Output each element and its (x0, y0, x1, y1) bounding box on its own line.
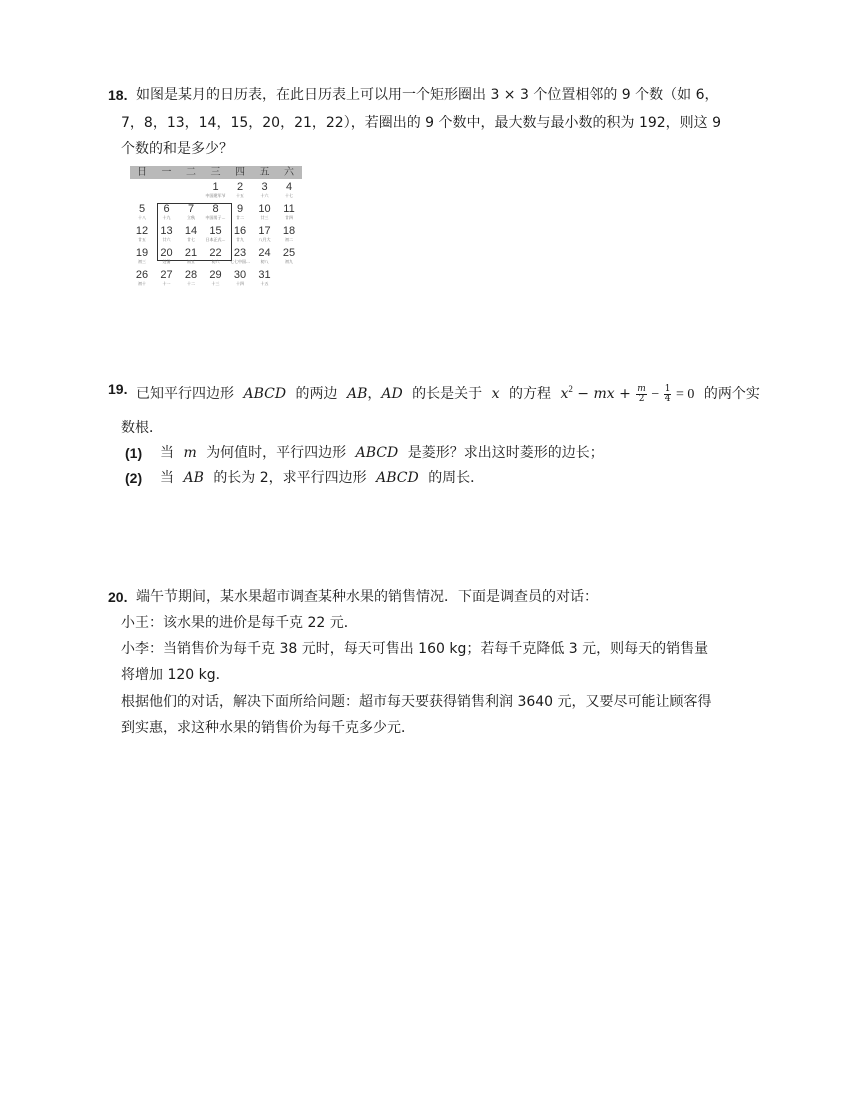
question-text-line-2: 数根． (121, 420, 163, 436)
question-text-line-3: 小李：当销售价为每千克 38 元时，每天可售出 160 kg；若每千克降低 3 元，则每天的销售量 (121, 641, 709, 657)
eq-term: − mx + (572, 386, 636, 402)
calendar-day-number: 9 (236, 203, 244, 215)
question-text-line-6: 到实惠，求这种水果的销售价为每千克多少元． (121, 720, 415, 736)
calendar-lunar-label: 廿九 (236, 237, 244, 242)
calendar-day (155, 248, 179, 265)
calendar-lunar-label: 十二 (187, 281, 195, 286)
text: 为何值时，平行四边形 (206, 445, 347, 461)
calendar-day (228, 226, 252, 243)
question-text-line-2: 小王：该水果的进价是每千克 22 元． (121, 615, 358, 631)
calendar-lunar-label: 廿二 (236, 215, 244, 220)
text: 的长为 2，求平行四边形 (213, 470, 367, 486)
calendar-day (277, 204, 301, 221)
calendar-day (179, 204, 203, 221)
calendar-day-number: 28 (184, 269, 198, 281)
math-abcd: ABCD (355, 445, 399, 461)
calendar-lunar-label: 廿五 (138, 237, 146, 242)
calendar-day-number: 2 (236, 181, 244, 193)
frac-denominator: 2 (638, 393, 645, 404)
calendar-day-number: 22 (209, 247, 222, 259)
calendar-lunar-label: 初六 (211, 259, 220, 264)
calendar-day-number: 7 (187, 203, 195, 215)
calendar-lunar-label: 十一 (162, 281, 171, 286)
calendar-lunar-label: 十三 (211, 281, 220, 286)
calendar-day-number: 6 (163, 203, 170, 215)
calendar-day (204, 248, 228, 265)
calendar-lunar-label: 处暑 (162, 259, 171, 264)
calendar-day-number: 24 (258, 247, 271, 259)
question-number: 18. (108, 87, 128, 103)
calendar-day-number: 8 (212, 203, 219, 215)
calendar-day (204, 204, 228, 221)
calendar-weekday-header: 日 (137, 167, 147, 178)
question-text-line-1: 如图是某月的日历表，在此日历表上可以用一个矩形圈出 3 × 3 个位置相邻的 9 个数（如 6， (136, 87, 719, 103)
part-1-text (160, 444, 604, 462)
calendar-lunar-label: 中国建军节 (205, 193, 226, 198)
calendar-day-number: 31 (258, 269, 271, 281)
calendar-lunar-label: 十七 (285, 193, 293, 198)
eq-var: x (560, 386, 569, 402)
calendar-day-number: 10 (258, 203, 271, 215)
eq-equals: = 0 (672, 387, 695, 402)
calendar-day (179, 248, 203, 265)
calendar-day-number: 13 (160, 225, 173, 237)
calendar-day (253, 204, 277, 221)
calendar-day-number: 30 (233, 269, 247, 281)
calendar-weekday-header: 五 (259, 167, 270, 178)
question-text-line-5: 根据他们的对话，解决下面所给问题：超市每天要获得销售利润 3640 元，又要尽可能让顾客得 (121, 694, 712, 710)
eq-minus: − (647, 387, 663, 402)
calendar-day-number: 27 (160, 269, 173, 281)
text: ， (367, 386, 382, 402)
calendar-day-number: 12 (135, 225, 149, 237)
calendar-day (130, 270, 154, 287)
calendar-day-number: 17 (258, 225, 271, 237)
text: 的方程 (508, 386, 551, 402)
calendar-lunar-label: 七七中国… (230, 259, 250, 264)
calendar-day (277, 182, 301, 199)
question-text-line-1: 端午节期间，某水果超市调查某种水果的销售情况．下面是调查员的对话： (136, 589, 598, 605)
math-ab: AB (183, 470, 204, 486)
calendar-day-number: 23 (233, 247, 247, 259)
calendar-header (130, 166, 302, 179)
calendar-day-number: 14 (184, 225, 198, 237)
calendar-lunar-label: 初八 (260, 259, 269, 264)
calendar-weekday-header: 四 (235, 167, 245, 178)
calendar-lunar-label: 初三 (138, 259, 146, 264)
calendar-lunar-label: 初五 (187, 259, 195, 264)
calendar-lunar-label: 十八 (138, 215, 146, 220)
part-2-number: (2) (125, 470, 143, 486)
text: 当 (160, 445, 174, 461)
calendar-day (253, 248, 277, 265)
question-number: 20. (108, 589, 128, 605)
calendar-day (204, 182, 228, 199)
calendar-lunar-label: 十九 (162, 215, 171, 220)
calendar-lunar-label: 廿四 (285, 215, 293, 220)
calendar-day-number: 25 (282, 247, 296, 259)
question-text-line-3: 个数的和是多少？ (121, 141, 233, 157)
calendar-lunar-label: 八月大 (258, 237, 271, 242)
calendar-day (155, 270, 179, 287)
calendar-day (155, 204, 179, 221)
calendar-day (155, 226, 179, 243)
frac-numerator: 1 (664, 383, 671, 394)
math-abcd: ABCD (243, 386, 287, 402)
calendar-day-number: 20 (160, 247, 173, 259)
math-x: x (491, 386, 500, 402)
calendar-day (204, 270, 228, 287)
calendar-day (130, 204, 154, 221)
question-text-line-2: 7，8，13，14，15，20，21，22），若圈出的 9 个数中，最大数与最小数的积为 192，则这 9 (121, 115, 722, 131)
eq-exponent: 2 (568, 384, 573, 394)
text: 当 (160, 470, 174, 486)
math-abcd: ABCD (376, 470, 419, 486)
calendar-lunar-label: 十四 (236, 281, 244, 286)
calendar-day-number: 19 (135, 247, 149, 259)
calendar-figure (130, 166, 302, 292)
calendar-day-number: 26 (135, 269, 149, 281)
calendar-day (253, 270, 277, 287)
text: 是菱形？求出这时菱形的边长； (407, 445, 604, 461)
equation (560, 383, 695, 404)
calendar-weekday-header: 一 (161, 167, 172, 178)
calendar-day (253, 182, 277, 199)
calendar-day (179, 226, 203, 243)
math-ad: AD (381, 386, 403, 402)
question-number: 19. (108, 381, 128, 397)
fraction-1-over-4 (664, 385, 672, 404)
calendar-weekday-header: 三 (210, 167, 221, 178)
calendar-day-number: 18 (282, 225, 296, 237)
calendar-day-number: 5 (138, 203, 146, 215)
calendar-day (228, 204, 252, 221)
text: 的长是关于 (412, 386, 483, 402)
calendar-lunar-label: 立秋 (187, 215, 195, 220)
question-text-line-4: 将增加 120 kg． (121, 667, 230, 683)
calendar-lunar-label: 十五 (260, 281, 269, 286)
calendar-day (179, 270, 203, 287)
math-ab: AB (346, 386, 368, 402)
calendar-lunar-label: 初二 (285, 237, 293, 242)
calendar-day-number: 4 (285, 181, 293, 193)
calendar-lunar-label: 日本正式… (205, 237, 226, 242)
fraction-m-over-2 (636, 385, 647, 404)
frac-numerator: m (637, 383, 646, 394)
part-1-number: (1) (125, 445, 143, 461)
calendar-lunar-label: 廿三 (260, 215, 269, 220)
text: 的周长． (428, 470, 485, 486)
calendar-day-number: 11 (283, 203, 295, 215)
text: 已知平行四边形 (136, 386, 234, 402)
question-text-line-1 (136, 380, 760, 404)
calendar-day-number: 3 (261, 181, 268, 193)
calendar-day (204, 226, 228, 243)
frac-denominator: 4 (664, 393, 671, 404)
part-2-text (160, 469, 484, 487)
math-m: m (183, 445, 197, 461)
text: 的两个实 (703, 386, 760, 402)
calendar-day (277, 248, 301, 265)
calendar-lunar-label: 初九 (285, 259, 293, 264)
calendar-day-number: 16 (233, 225, 247, 237)
calendar-day-number: 15 (209, 225, 222, 237)
calendar-day-number: 29 (209, 269, 222, 281)
calendar-lunar-label: 十五 (236, 193, 244, 198)
calendar-day (130, 248, 154, 265)
calendar-lunar-label: 中国男子… (205, 215, 226, 220)
calendar-day (228, 182, 252, 199)
calendar-day (228, 248, 252, 265)
text: 的两边 (295, 386, 338, 402)
calendar-day (253, 226, 277, 243)
calendar-day (130, 226, 154, 243)
calendar-day-number: 1 (212, 181, 219, 193)
calendar-lunar-label: 初十 (138, 281, 146, 286)
calendar-lunar-label: 廿七 (187, 237, 195, 242)
calendar-lunar-label: 廿六 (162, 237, 171, 242)
calendar-day-number: 21 (184, 247, 198, 259)
calendar-lunar-label: 十六 (260, 193, 269, 198)
calendar-weekday-header: 二 (186, 167, 196, 178)
calendar-weekday-header: 六 (284, 167, 294, 178)
calendar-day (277, 226, 301, 243)
calendar-day (228, 270, 252, 287)
